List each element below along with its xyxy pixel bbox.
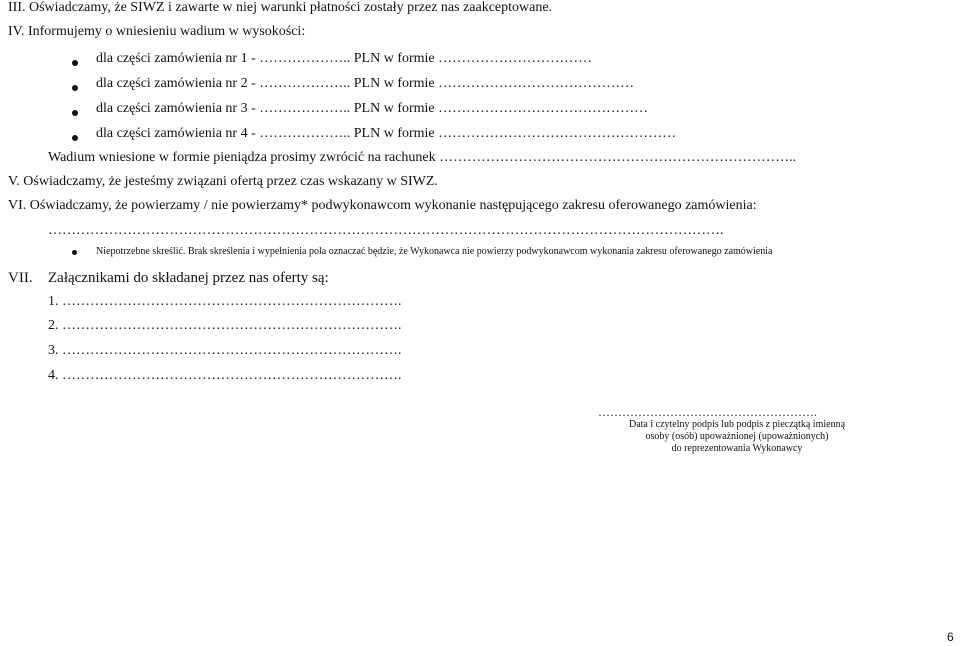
bullet-icon: [72, 135, 78, 141]
bullet-icon: [72, 110, 78, 116]
wadium-item-2: dla części zamówienia nr 2 - ……………….. PLN w formie ……………………………………: [96, 76, 635, 91]
wadium-item-3: dla części zamówienia nr 3 - ……………….. PLN w formie ………………………………………: [96, 101, 649, 116]
signature-dots: ……………………………………………….: [598, 405, 817, 419]
attachment-2: 2. ……………………………………………………………….: [48, 318, 402, 333]
subcontract-dots: ……………………………………………………………………………………………………………………………….: [48, 223, 724, 238]
wadium-item-4: dla części zamówienia nr 4 - ……………….. PLN w formie ……………………………………………: [96, 126, 677, 141]
signature-caption-line-3: do reprezentowania Wykonawcy: [671, 443, 803, 454]
attachment-1: 1. ……………………………………………………………….: [48, 294, 402, 309]
signature-caption-line-2: osoby (osób) upoważnionej (upoważnionych): [645, 431, 829, 442]
signature-caption-line-1: Data i czytelny podpis lub podpis z pieczątką imienną: [628, 419, 846, 430]
section-v: V. Oświadczamy, że jesteśmy związani ofertą przez czas wskazany w SIWZ.: [8, 174, 438, 189]
page-number: 6: [947, 630, 954, 644]
bullet-icon: [72, 60, 78, 66]
attachment-3: 3. ……………………………………………………………….: [48, 343, 402, 358]
section-iii: III. Oświadczamy, że SIWZ i zawarte w niej warunki płatności zostały przez nas zaakceptowane.: [8, 0, 553, 15]
strike-note: Niepotrzebne skreślić. Brak skreślenia i wypełnienia pola oznaczać będzie, że Wykonawca nie powierzy podwykonawcom wykonania zakresu oferowanego zamówienia: [96, 246, 773, 257]
account-line: Wadium wniesione w formie pieniądza prosimy zwrócić na rachunek …………………………………………………………………..: [48, 150, 797, 165]
section-vii-heading: Załącznikami do składanej przez nas oferty są:: [48, 270, 329, 286]
attachment-4: 4. ……………………………………………………………….: [48, 368, 402, 383]
section-vi-heading: VI. Oświadczamy, że powierzamy / nie powierzamy* podwykonawcom wykonanie następującego zakresu oferowanego zamówienia:: [8, 198, 757, 213]
bullet-icon: [72, 85, 78, 91]
section-iv-heading: IV. Informujemy o wniesieniu wadium w wysokości:: [8, 24, 306, 39]
wadium-item-1: dla części zamówienia nr 1 - ……………….. PLN w formie ……………………………: [96, 51, 593, 66]
signature-caption: [612, 419, 862, 455]
section-vii-label: VII.: [8, 270, 33, 286]
bullet-icon: [72, 250, 77, 255]
